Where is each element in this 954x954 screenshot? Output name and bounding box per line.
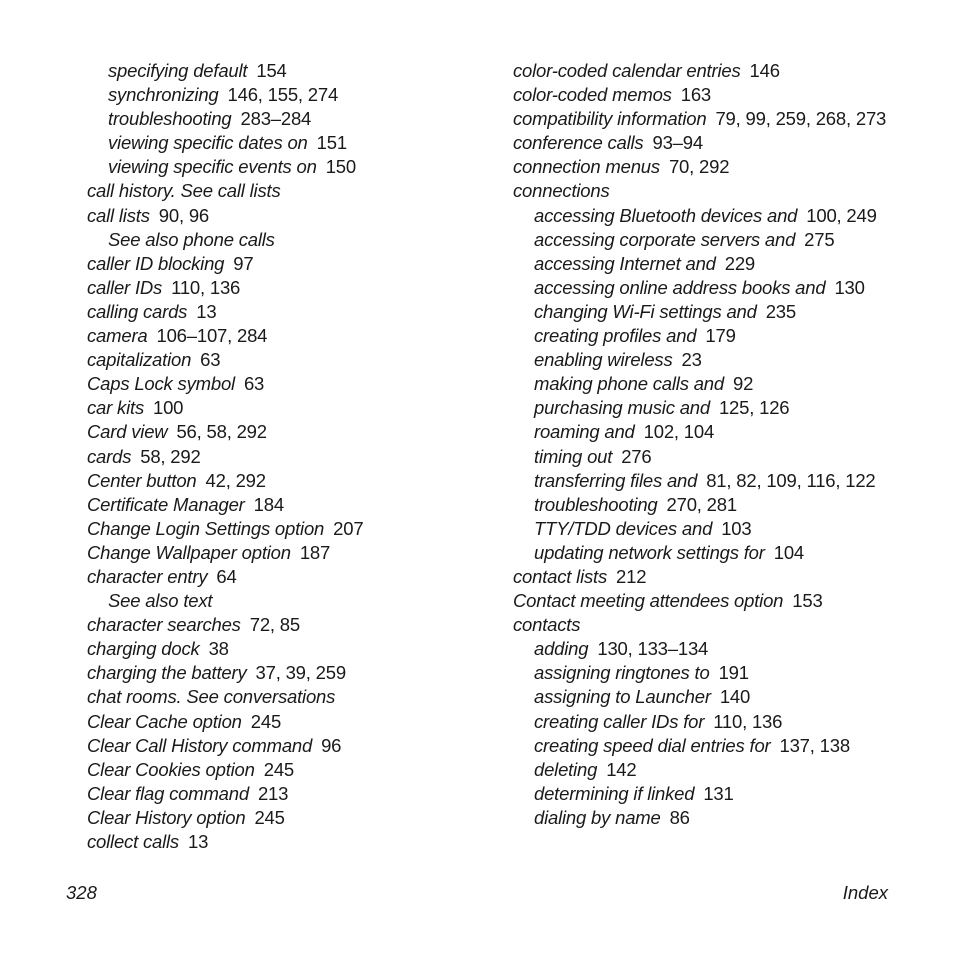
index-entry [87, 565, 487, 589]
index-subentry [87, 83, 487, 107]
index-term: character searches [87, 614, 241, 636]
index-term: Card view [87, 421, 168, 443]
index-subentry [87, 59, 487, 83]
index-subentry [513, 637, 903, 661]
index-term: accessing corporate servers and [534, 228, 796, 250]
index-page-refs: 100, 249 [806, 204, 877, 226]
index-page-refs: 125, 126 [718, 397, 790, 419]
index-term: Clear Cache option [87, 710, 242, 732]
index-page-refs: 245 [254, 806, 285, 828]
index-entry [87, 348, 487, 372]
index-entry [87, 252, 487, 276]
index-page-refs: 184 [253, 493, 284, 515]
index-subentry [513, 806, 903, 830]
index-subentry [513, 661, 903, 685]
index-term: enabling wireless [534, 349, 673, 371]
index-entry [87, 493, 487, 517]
index-term: contacts [513, 614, 581, 636]
index-entry [87, 661, 487, 685]
index-column-right [513, 59, 903, 830]
index-term: TTY/TDD devices and [534, 517, 713, 539]
index-subentry [513, 396, 903, 420]
index-entry [87, 300, 487, 324]
index-term: troubleshooting [108, 108, 232, 130]
index-entry [87, 637, 487, 661]
index-term: call lists [87, 204, 150, 226]
index-term: charging the battery [87, 662, 247, 684]
index-entry [87, 372, 487, 396]
index-term: troubleshooting [534, 493, 658, 515]
index-page-refs: 93–94 [652, 132, 703, 154]
index-term: dialing by name [534, 806, 661, 828]
index-term: assigning ringtones to [534, 662, 710, 684]
index-page-refs: 207 [333, 517, 364, 539]
index-entry [513, 59, 903, 83]
index-term: chat rooms. See conversations [87, 686, 336, 708]
index-page-refs: 86 [669, 806, 690, 828]
index-term: color-coded calendar entries [513, 60, 741, 81]
index-entry [87, 782, 487, 806]
index-page-refs: 63 [243, 373, 265, 395]
index-subentry [87, 589, 487, 613]
index-subentry [513, 420, 903, 444]
index-entry [87, 758, 487, 782]
index-page-refs: 191 [718, 662, 749, 684]
index-page-refs: 154 [256, 60, 287, 81]
index-term: Change Wallpaper option [87, 541, 291, 563]
index-subentry [513, 372, 903, 396]
index-term: See also text [108, 590, 213, 612]
index-subentry [513, 734, 903, 758]
index-term: contact lists [513, 565, 608, 587]
index-term: camera [87, 325, 148, 347]
index-page-refs: 213 [257, 782, 289, 804]
section-title: Index [842, 882, 888, 903]
index-page-refs: 276 [621, 445, 652, 467]
index-page-refs: 179 [705, 325, 736, 347]
index-subentry [87, 131, 487, 155]
index-term: purchasing music and [534, 397, 710, 419]
index-page-refs: 102, 104 [643, 421, 715, 443]
index-subentry [513, 710, 903, 734]
index-page-refs: 131 [703, 782, 734, 804]
index-term: accessing online address books and [534, 276, 826, 298]
index-page-refs: 92 [732, 373, 754, 395]
index-term: charging dock [87, 638, 200, 660]
index-entry [513, 565, 903, 589]
index-term: creating profiles and [534, 325, 697, 347]
index-term: cards [87, 445, 132, 467]
index-page-refs: 37, 39, 259 [255, 662, 346, 684]
index-term: Change Login Settings option [87, 517, 325, 539]
index-page-refs: 42, 292 [205, 469, 266, 491]
index-page-refs: 245 [250, 710, 282, 732]
index-page-refs: 56, 58, 292 [176, 421, 267, 443]
index-entry [87, 204, 487, 228]
index-term: call history. See call lists [87, 180, 281, 202]
index-entry [87, 734, 487, 758]
index-entry [87, 830, 487, 854]
index-page-refs: 38 [208, 638, 229, 660]
index-entry [87, 276, 487, 300]
index-page-refs: 140 [719, 686, 751, 708]
index-term: calling cards [87, 300, 188, 322]
index-entry [87, 541, 487, 565]
index-entry [87, 445, 487, 469]
index-term: Clear Cookies option [87, 758, 255, 780]
index-entry [87, 710, 487, 734]
index-subentry [513, 300, 903, 324]
index-term: capitalization [87, 349, 192, 371]
index-entry [513, 613, 903, 637]
index-term: car kits [87, 397, 144, 419]
index-page-refs: 79, 99, 259, 268, 273 [715, 108, 887, 130]
index-page-refs: 142 [606, 758, 637, 780]
index-page-refs: 283–284 [240, 108, 312, 130]
index-subentry [513, 204, 903, 228]
index-term: creating speed dial entries for [534, 734, 771, 756]
index-entry [513, 155, 903, 179]
index-entry [87, 324, 487, 348]
index-page-refs: 64 [216, 565, 237, 587]
index-entry [513, 589, 903, 613]
index-subentry [513, 685, 903, 709]
index-term: conference calls [513, 132, 644, 154]
index-term: See also phone calls [108, 228, 275, 250]
index-term: caller ID blocking [87, 252, 225, 274]
index-subentry [513, 445, 903, 469]
index-subentry [513, 469, 903, 493]
index-entry [513, 107, 903, 131]
index-page-refs: 146 [749, 60, 780, 81]
index-page-refs: 97 [233, 252, 254, 274]
index-term: deleting [534, 758, 598, 780]
index-page-refs: 104 [773, 541, 805, 563]
index-column-left [87, 59, 487, 854]
index-term: transferring files and [534, 469, 698, 491]
index-page-refs: 235 [765, 300, 796, 322]
index-term: connection menus [513, 156, 660, 178]
index-page-refs: 150 [325, 156, 356, 178]
index-page-refs: 58, 292 [140, 445, 201, 467]
index-page-refs: 63 [200, 349, 221, 371]
index-term: color-coded memos [513, 84, 672, 106]
index-page-refs: 187 [299, 541, 331, 563]
index-entry [513, 179, 903, 203]
index-entry [87, 396, 487, 420]
index-term: viewing specific events on [108, 156, 317, 178]
index-term: making phone calls and [534, 373, 724, 395]
index-entry [513, 131, 903, 155]
index-term: Center button [87, 469, 197, 491]
index-entry [87, 420, 487, 444]
index-term: adding [534, 638, 589, 660]
index-page-refs: 81, 82, 109, 116, 122 [706, 469, 876, 491]
index-page-refs: 137, 138 [779, 734, 850, 756]
index-subentry [87, 155, 487, 179]
index-page-refs: 130 [834, 276, 865, 298]
index-page-refs: 275 [804, 228, 835, 250]
index-entry [87, 469, 487, 493]
index-subentry [513, 758, 903, 782]
index-subentry [513, 324, 903, 348]
index-page-refs: 153 [792, 590, 823, 612]
index-subentry [513, 252, 903, 276]
index-subentry [513, 276, 903, 300]
index-page-refs: 130, 133–134 [597, 638, 709, 660]
index-term: caller IDs [87, 276, 163, 298]
index-subentry [513, 493, 903, 517]
index-term: Clear flag command [87, 782, 249, 804]
index-page-refs: 245 [263, 758, 295, 780]
index-subentry [87, 107, 487, 131]
index-term: Caps Lock symbol [87, 373, 235, 395]
index-term: connections [513, 180, 610, 202]
index-page-refs: 70, 292 [668, 156, 730, 178]
index-page-refs: 100 [153, 397, 184, 419]
index-page-refs: 229 [724, 252, 756, 274]
page-number: 328 [66, 882, 97, 903]
index-term: Clear History option [87, 806, 246, 828]
index-page-refs: 96 [321, 734, 342, 756]
index-entry [87, 685, 487, 709]
index-page-refs: 146, 155, 274 [227, 84, 339, 106]
index-term: compatibility information [513, 108, 707, 130]
index-page-refs: 151 [316, 132, 347, 154]
index-term: accessing Internet and [534, 252, 716, 274]
index-entry [87, 613, 487, 637]
index-page-refs: 110, 136 [713, 710, 783, 732]
index-term: determining if linked [534, 782, 695, 804]
index-term: changing Wi-Fi settings and [534, 300, 757, 322]
index-entry [513, 83, 903, 107]
index-term: timing out [534, 445, 613, 467]
index-term: Clear Call History command [87, 734, 313, 756]
index-term: synchronizing [108, 84, 219, 106]
index-subentry [513, 348, 903, 372]
index-term: roaming and [534, 421, 635, 443]
index-subentry [513, 541, 903, 565]
index-page-refs: 103 [721, 517, 752, 539]
index-page-refs: 270, 281 [666, 493, 737, 515]
index-page-refs: 110, 136 [171, 276, 241, 298]
index-term: Contact meeting attendees option [513, 590, 784, 612]
index-subentry [513, 517, 903, 541]
index-page-refs: 23 [681, 349, 702, 371]
index-page-refs: 163 [680, 84, 712, 106]
index-term: creating caller IDs for [534, 710, 705, 732]
index-term: specifying default [108, 60, 248, 81]
index-subentry [513, 228, 903, 252]
index-term: viewing specific dates on [108, 132, 308, 154]
index-term: collect calls [87, 831, 179, 852]
index-subentry [87, 228, 487, 252]
index-page-refs: 13 [196, 300, 217, 322]
index-entry [87, 517, 487, 541]
index-entry [87, 179, 487, 203]
index-page-refs: 72, 85 [249, 614, 300, 636]
index-term: character entry [87, 565, 208, 587]
index-term: updating network settings for [534, 541, 765, 563]
index-page-refs: 106–107, 284 [156, 325, 268, 347]
index-term: Certificate Manager [87, 493, 245, 515]
index-page-refs: 13 [188, 831, 209, 852]
index-term: accessing Bluetooth devices and [534, 204, 798, 226]
index-subentry [513, 782, 903, 806]
index-page-refs: 212 [616, 565, 647, 587]
index-page-refs: 90, 96 [158, 204, 210, 226]
index-entry [87, 806, 487, 830]
index-term: assigning to Launcher [534, 686, 711, 708]
